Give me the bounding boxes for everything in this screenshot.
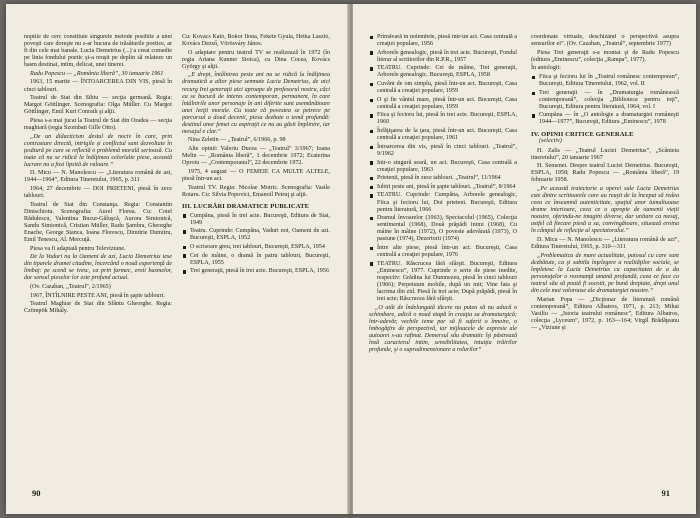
citation: D. Micu — N. Manolescu — „Literatura română de azi”, Editura Tineretului, 1965, p. 310—311 — [531, 236, 679, 251]
citation: D. Micu — N. Manolescu — „Literatura română de azi, 1944—1964”, Editura Tineretului, 1965, p. 311 — [24, 170, 172, 184]
paragraph: Teatrul de Stat din Constanţa. Regia: Constantin Dinischiotu. Scenografia: Aurel Florea. Cu: Cotel Rădulescu, Valentina Bucur-Găluşcă, Aurora Simionică, Sandu Simionică, Cristian Müller, Radu Şambra, Gheorghe Enache, George Stanca, Ioana Florescu, Dimitrie Dumitru, Emil Tenescu, Al. Mercuţă. — [24, 201, 172, 244]
paragraph: Teatrul de Stat din Sibiu — secţia germană. Regia: Margot Göttlinger. Scenografia: Olga Müller. Cu Margot Göttlinger, Emil Kurt Conrath şi alţii. — [24, 95, 172, 116]
book-spread — [6, 4, 696, 514]
published-works-list — [182, 213, 330, 276]
section-heading-iv-subtitle: (selectiv) — [539, 137, 562, 144]
citation: Radu Popescu — „România liberă”, 30 ianuarie 1961 — [30, 70, 164, 77]
paragraph: Cu: Kovács Kató, Bokor Ilona, Fekete Gyula, Hetka László, Kovács Dezső, Vörösváry János. — [182, 34, 330, 48]
right-page-column-1 — [369, 34, 517, 474]
quote: De la Vaduri nu la Oameni de azi, Lucia Demetrius iese din tiparele dramei citadine, încercând o nouă experienţă de limbaj: pe scenă se ivesc, ca prin farmec, eroii basmelor, dar sensul pieselor lor este profund actual. — [24, 254, 172, 282]
list-item: TEATRU. Cuprinde: Cumpăna, Arborele genealogic, Fiica şi fecioru lui, Doi prieteni. Bucureşti, Editura pentru literatură, 1966 — [369, 192, 517, 213]
list-item: Intr-o singură seară, un act. Bucureşti, Casa centrală a creaţiei populare, 1963 — [369, 160, 517, 174]
paragraph: Piesa Trei generaţii s-a montat şi de Radu Popescu (editura „Eminescu”, colecţia „Rampa”, 1977). — [531, 49, 679, 63]
list-item: Cuvânt de om simplu, piesă într-un act. Bucureşti, Casa centrală a creaţiei populare, 1959 — [369, 81, 517, 95]
list-item: Trei generaţii — în „Dramaturgia românească contemporană”, colecţia „Biblioteca pentru toţi”, Bucureşti, Editura pentru literatură, 1964, vol. I — [531, 90, 679, 111]
section-heading-iii: III. LUCRĂRI DRAMATICE PUBLICATE — [182, 202, 310, 210]
paragraph: Teatrul Maghiar de Stat din Sfântu Gheorghe. Regia: Czömpök Mihály. — [24, 301, 172, 315]
list-item: Între alte piese, piesă într-un act. Bucureşti, Casa centrală a creaţiei populare, 1976 — [369, 245, 517, 259]
list-item: TEATRU. Răscrucea fără sfârşit. Bucureşti, Editura „Eminescu”, 1977. Cuprinde o serie de piese inedite, respectiv: Grădina lui Dumnezeu, piesă în cinci tablouri (1966); Perpetuum mobile, după un mit; Vine fata şi lacrima din zid. Piesă în trei acte; După prăpădi, piesă în trei acte; Răscrucea fără sfârşit. — [369, 261, 517, 303]
paragraph: Piesa s-a mai jucat la Teatrul de Stat din Oradea — secţia maghiară (regia Szombati Gille Otto). — [24, 117, 172, 131]
list-item: O şi fie vântul mare, piesă într-un act. Bucureşti, Casa centrală a creaţiei populare, 1959 — [369, 97, 517, 111]
anthology-label: În antologii: — [531, 65, 561, 72]
entry-heading: 1975, 4 august — O FEMEIE CA MULTE ALTELE, piesă într-un act. — [182, 168, 330, 182]
quote: „E drept, întâlnirea peste ani nu se ridică la înălţimea dramatică a altor piese semnate Lucia Demetrius, de aici recurg Irei generaţii aici aproape de profesorul nostru, căci ea se bucură de interes contemporan, permanent, în care întâlnirile unor personaje în ani diferite sunt asemănătoare unei lecţii morale. Cu toate că povestea se petrece pe parcursul a două decenii, piesa dezbate o temă profundă: destinul unor femei cu aspiraţii ce nu au găsit împlinire, iar mesajul e clar.” — [182, 72, 330, 135]
list-item: Cumpăna, piesă în trei acte. Bucureşti, Editura de Stat, 1949 — [182, 213, 330, 227]
page-number: 91 — [661, 488, 670, 498]
citation: Marian Popa — „Dicţionar de literatură română contemporană”, Editura Albatros, 1971, p. 213; Mihai Vasiliu — „Istoria teatrului românesc”, Editura Albatros, colecţia „Lyceum”, 1972, p. 163—164; Virgil Brădăţeanu — „Viziune şi — [531, 296, 679, 331]
list-item: Înfăţişarea de la ţara, piesă într-un act. Bucureşti, Casa centrală a creaţiei populare, 1961 — [369, 128, 517, 142]
paragraph: Teatrul TV. Regia: Nicolae Motric. Scenografia: Vasile Rotaru. Cu: Silvia Popovici, Emanoil Petruţ şi alţii. — [182, 184, 330, 198]
quote: „Pe această traiectorie a operei sale Lucia Demetrius este dintre scriitoarele care au reuşit de la început să redea ceea ce înseamnă autenticitate, spaţiul unor tumultuoase drame interioare, ceea ce o apropie de oamenii vieţii noastre, oferindu-ne imagini diverse, dar unitare ca mesaj, astfel că fiecare piesă a sa, convingătoare, situează eroina în câmpul de reflecţie al spectatorului.” — [531, 186, 679, 235]
list-item: Primăvară în noiembrie, piesă într-un act. Casa centrală a creaţiei populare, 1956 — [369, 34, 517, 48]
list-item: Fiica şi fecioru lui, piesă în trei acte. Bucureşti, ESPLA, 1960 — [369, 112, 517, 126]
list-item: Fiica şi fecioru lui în „Teatrul românesc contemporan”, Bucureşti, Editura Tineretului, 1962, vol. II — [531, 74, 679, 88]
list-item: Cumpăna — în „O antologie a dramaturgiei româneşti 1944—1977”, Bucureşti, Editura „Eminescu”, 1978 — [531, 112, 679, 126]
list-item: Iubiri peste ani, piesă în şapte tablouri. „Teatrul”, 8/1964 — [369, 184, 517, 191]
left-page-column-2 — [182, 34, 330, 474]
other-opinions: Alte opinii: Valeriu Ducea — „Teatrul” 3/1967; Ioana Melin — „România liberă”, 1 decembrie 1972; Ecaterina Oproiu — „Contemporanul”, 22 decembrie 1972. — [182, 146, 330, 167]
published-works-list-continued — [369, 34, 517, 303]
quote: „O atât de îndelungată tăcere nu putea să nu aducă o schimbare, adică o nouă etapă în creaţia sa dramaturgică; într-adevăr, vechile teme par să fi suferit o înnoire, o îmbogăţire de perspectivă, iar mijloacele de expresie ale autoarei s-au rafinat. Demersul său dramatic îşi păstrează însă caracterul intim, sensibilitatea, intuiţia trăirilor profunde, şi o supradimensionare a rolurilor” — [369, 304, 517, 354]
page-number: 90 — [32, 488, 41, 498]
quote: „De un didacticism destul de nociv în care, prin contrastare directă, intrigile şi conflictul sunt dezvoltate în ţesătură pe care se reflectă o problemă morală serioasă. Cu toate că nu se ridică la înălţimea celorlalte piese, această lucrare nu a fost lipsită de valoare.” — [24, 133, 172, 168]
paragraph: noptile de cerc constituie singurele metode posibile a unei poveşti care doreşte nu s-ar bucura de trăsăturile poetice, ar fi din cele mai banale. Lucia Demetrius (...) a creat comedie pe linia fondului poetic şi-a reuşit pe deplin să relateze un basm destinat, intim, delicat, unei tinerei. — [24, 34, 172, 69]
citation: (Ov. Cazaban, „Teatrul”, 2/1965) — [30, 284, 111, 291]
quote: „Problematica de mare actualitate, patosul cu care sunt dezbătute, ca şi subtila înţelegere a realităţilor sociale, se împletesc la Lucia Demetrius cu capacitatea de a da personajelor o rezonanţă umană profundă, ceea ce face ca teatrul său să poată fi socotit, pe bună dreptate, drept unul din cele mai valoroase ale dramaturgiei noastre.” — [531, 252, 679, 294]
list-item: Teatru. Cuprinde: Cumpăna, Vaduri noi, Oameni de azi. Bucureşti, ESPLA, 1952 — [182, 228, 330, 242]
list-item: O scrisoare greu, trei tablouri, Bucureşti, ESPLA, 1954 — [182, 244, 330, 251]
paragraph: H. Semenei. Despre teatrul Luciei Demetrius. Bucureşti, ESPLA, 1958; Radu Popescu — „România liberă”, 19 februarie 1958. — [531, 163, 679, 184]
right-page — [353, 4, 696, 514]
paragraph: H. Zalis — „Teatrul Luciei Demetrius”, „Scânteia tineretului”, 20 ianuarie 1967 — [531, 147, 679, 161]
list-item: TEATRU. Cuprinde: Cei de mâine, Trei generaţii, Arborele genealogic. Bucureşti, ESPLA, 1958 — [369, 65, 517, 79]
paragraph: O adaptare pentru teatrul TV se realizează în 1972 (în regia Ariana Kunner Stoica), cu Dina Cocea, Kovács György şi alţii. — [182, 49, 330, 70]
left-page-column-1 — [24, 34, 172, 474]
list-item: Dramul învoarelor (1963), Spectacolul (1965), Colecţia sentimental (1968), Două prăpădi inimi (1968), Cu mâine în mâine (1972), O poveste adevărată (1973), O pasiune (1974), Dezertorii (1974) — [369, 215, 517, 243]
section-heading-iv — [531, 131, 679, 145]
left-page — [6, 4, 349, 514]
right-page-column-2 — [531, 34, 679, 474]
entry-heading: 1967, ÎNTÎLNIRE PESTE ANI, piesă în şapte tablouri. — [30, 292, 165, 299]
anthology-list — [531, 74, 679, 127]
list-item: Arborele genealogic, piesă în trei acte. Bucureşti, Fondul literar al scriitorilor din R.P.R., 1957 — [369, 50, 517, 64]
entry-heading: 1963, 15 martie — ÎNTOARCEREA DIN VIS, piesă în cinci tablouri. — [24, 79, 172, 93]
paragraph: coordonate virtuale, deschizând o perspectivă asupra sensurilor ei”. (Ov. Cazaban, „Teatrul”, septembrie 1977) — [531, 34, 679, 48]
citation: Nina Zeletin — „Teatrul”, 6/1966, p. 98 — [188, 137, 286, 144]
list-item: Trei generaţii, piesă în trei acte. Bucureşti, ESPLA, 1956 — [182, 268, 330, 275]
list-item: Întoarcerea din vis, piesă în cinci tablouri. „Teatrul”, 9/1962 — [369, 144, 517, 158]
paragraph: Piesa va fi adaptată pentru Televiziune. — [30, 245, 126, 252]
section-heading-iv-title: IV. OPINII CRITICE GENERALE — [531, 130, 634, 138]
list-item: Prietenii, piesă în zece tablouri. „Teatrul”, 11/1964 — [369, 175, 517, 182]
entry-heading: 1964, 27 decembrie — DOI PRIETENI, piesă în zece tablouri. — [24, 186, 172, 200]
list-item: Cei de mâine, o dramă în patru tablouri, Bucureşti, ESPLA, 1955 — [182, 253, 330, 267]
